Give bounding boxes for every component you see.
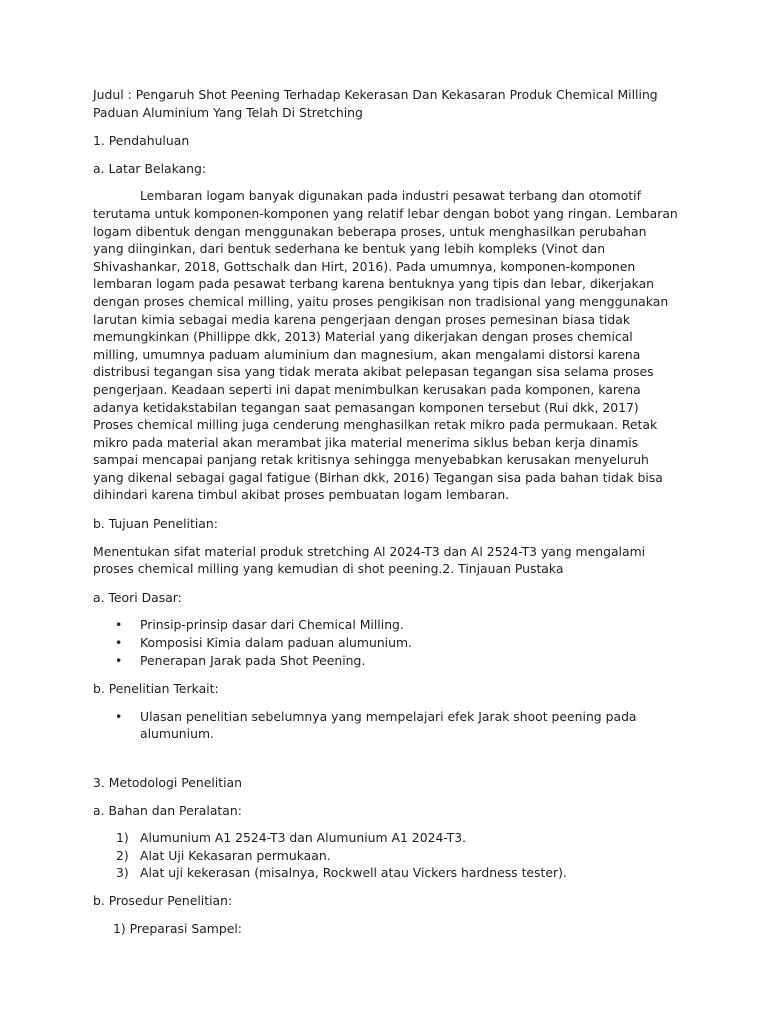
list-bahan-peralatan	[93, 829, 678, 882]
subheading-penelitian-terkait: b. Penelitian Terkait:	[93, 681, 219, 697]
list-teori-dasar	[93, 616, 678, 669]
document-page	[93, 86, 678, 947]
subheading-latar-belakang: a. Latar Belakang:	[93, 160, 207, 176]
list-item-text: Alat Uji Kekasaran permukaan.	[140, 847, 331, 863]
list-number: 1)	[116, 830, 129, 846]
list-item-text: Penerapan Jarak pada Shot Peening.	[140, 652, 366, 668]
list-item-text: Alumunium A1 2524-T3 dan Alumunium A1 2024-T3.	[140, 830, 467, 846]
list-item	[93, 829, 678, 847]
list-item	[93, 634, 678, 652]
list-item-text: Prinsip-prinsip dasar dari Chemical Milling.	[140, 617, 404, 633]
list-item-text: Ulasan penelitian sebelumnya yang mempelajari efek Jarak shoot peening pada alumunium.	[140, 708, 637, 742]
list-item-text: Alat uji kekerasan (misalnya, Rockwell atau Vickers hardness tester).	[140, 865, 567, 881]
subheading-tujuan-penelitian: b. Tujuan Penelitian:	[93, 516, 218, 532]
bullet-icon: •	[115, 708, 123, 724]
subheading-prosedur-penelitian: b. Prosedur Penelitian:	[93, 892, 233, 908]
list-item	[93, 708, 678, 743]
list-number: 2)	[116, 847, 129, 863]
list-item	[93, 616, 678, 634]
document-title: Judul : Pengaruh Shot Peening Terhadap Kekerasan Dan Kekasaran Produk Chemical Milling Paduan Aluminium Yang Telah Di Stretching	[93, 87, 658, 120]
list-item	[93, 652, 678, 670]
paragraph-tujuan-penelitian: Menentukan sifat material produk stretching Al 2024-T3 dan Al 2524-T3 yang mengalami proses chemical milling yang kemudian di shot peening.2. Tinjauan Pustaka	[93, 543, 646, 577]
section-heading-pendahuluan: 1. Pendahuluan	[93, 133, 190, 149]
list-item	[93, 864, 678, 882]
list-penelitian-terkait	[93, 708, 678, 743]
section-heading-metodologi: 3. Metodologi Penelitian	[93, 775, 242, 790]
subheading-bahan-peralatan: a. Bahan dan Peralatan:	[93, 802, 242, 818]
bullet-icon: •	[115, 617, 123, 633]
list-item	[93, 847, 678, 865]
blank-line	[93, 754, 678, 774]
subheading-teori-dasar: a. Teori Dasar:	[93, 589, 182, 605]
list-number: 3)	[116, 865, 129, 881]
bullet-icon: •	[115, 635, 123, 651]
bullet-icon: •	[115, 652, 123, 668]
paragraph-latar-belakang: Lembaran logam banyak digunakan pada industri pesawat terbang dan otomotif terutama untuk komponen-komponen yang relatif lebar dengan bobot yang ringan. Lembaran logam dibentuk dengan menggunakan beberapa proses, untuk menghasilkan perubahan yang diinginkan, dari bentuk sederhana ke bentuk yang lebih kompleks (Vinot dan Shivashankar, 2018, Gottschalk dan Hirt, 2016). Pada umumnya, komponen-komponen lembaran logam pada pesawat terbang karena bentuknya yang tipis dan lebar, dikerjakan dengan proses chemical milling, yaitu proses pengikisan non tradisional yang menggunakan larutan kimia sebagai media karena pengerjaan dengan proses pemesinan biasa tidak memungkinkan (Phillippe dkk, 2013) Material yang dikerjakan dengan proses chemical milling, umumnya paduam aluminium dan magnesium, akan mengalami distorsi karena distribusi tegangan sisa yang tidak merata akibat pelepasan tegangan sisa selama proses pengerjaan. Keadaan seperti ini dapat menimbulkan kerusakan pada komponen, karena adanya ketidakstabilan tegangan saat pemasangan komponen tersebut (Rui dkk, 2017) Proses chemical milling juga cenderung menghasilkan retak mikro pada permukaan. Retak mikro pada material akan merambat jika material menerima siklus beban kerja dinamis sampai mencapai panjang retak kritisnya sehingga menyebabkan kerusakan menyeluruh yang dikenal sebagai gagal fatigue (Birhan dkk, 2016) Tegangan sisa pada bahan tidak bisa dihindari karena timbul akibat proses pembuatan logam lembaran.	[93, 188, 678, 503]
step-preparasi-sampel: 1) Preparasi Sampel:	[113, 920, 242, 936]
list-item-text: Komposisi Kimia dalam paduan alumunium.	[140, 635, 412, 651]
